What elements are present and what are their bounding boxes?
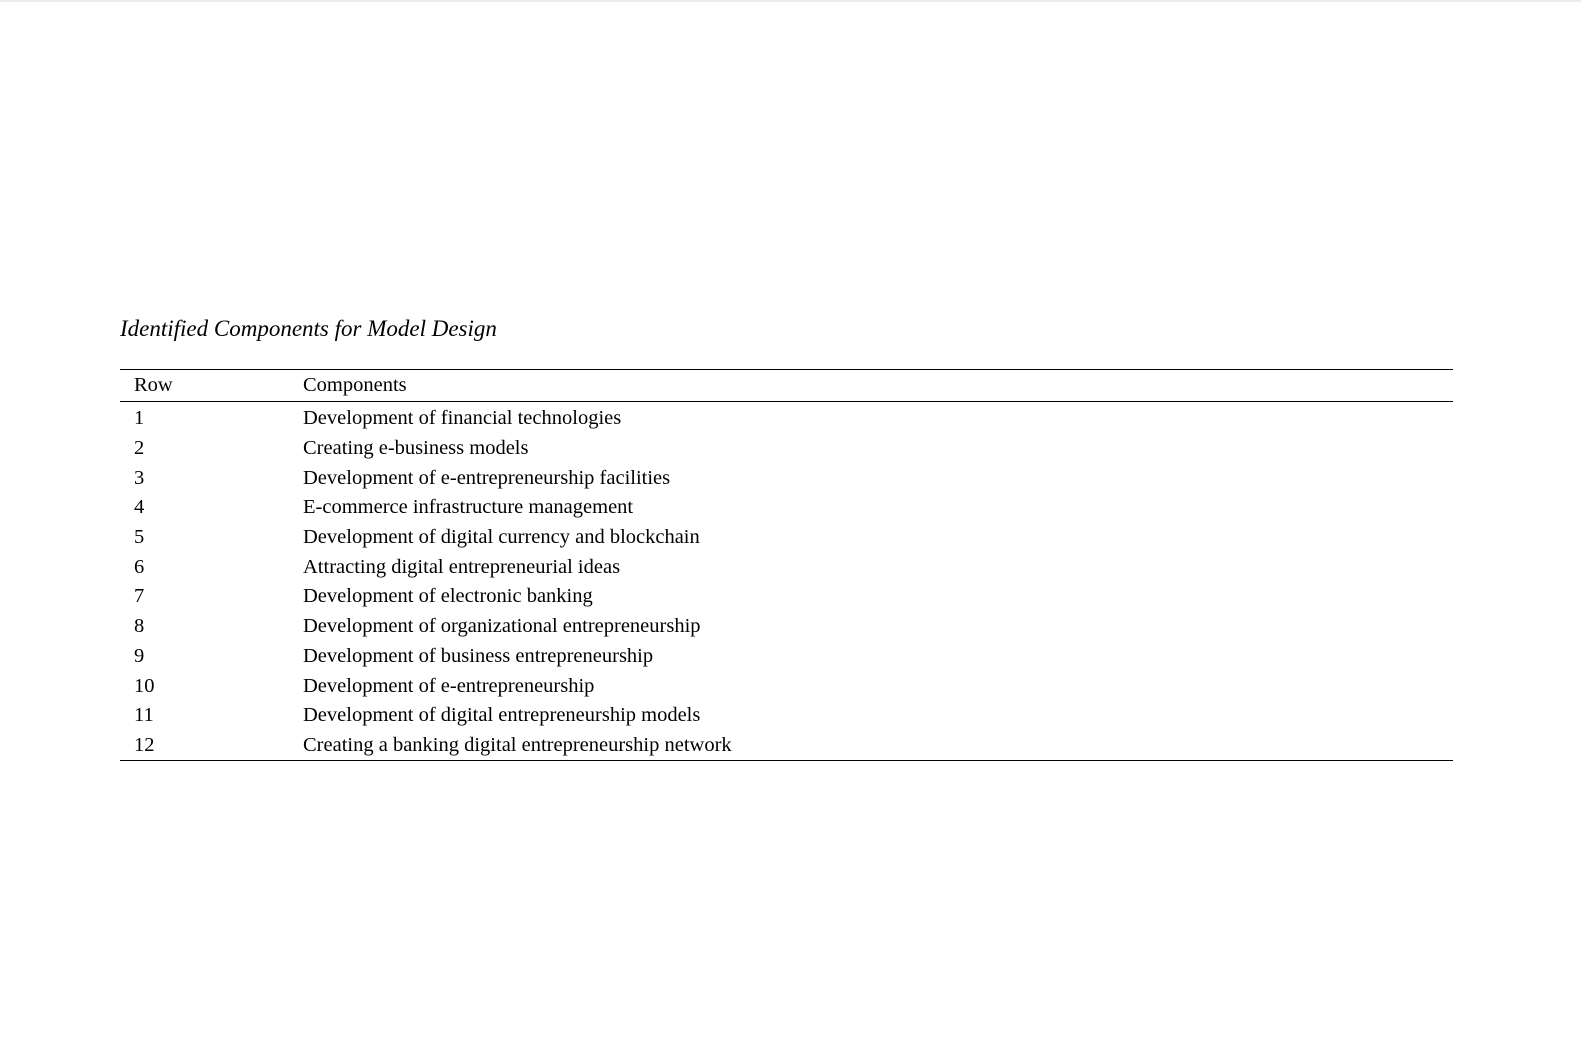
row-number: 10 xyxy=(134,674,155,697)
header-components-label: Components xyxy=(303,374,407,396)
components-table xyxy=(120,369,1453,761)
row-number: 11 xyxy=(134,704,154,727)
header-row-label: Row xyxy=(134,374,173,396)
component-name: Development of e-entrepreneurship xyxy=(303,674,595,697)
table-row xyxy=(120,582,1453,612)
table-row xyxy=(120,434,1453,464)
table-row xyxy=(120,493,1453,523)
table-row xyxy=(120,523,1453,553)
component-name: Creating a banking digital entrepreneurship network xyxy=(303,733,732,756)
component-name: E-commerce infrastructure management xyxy=(303,496,634,519)
row-number: 3 xyxy=(134,466,145,489)
row-number: 6 xyxy=(134,555,145,578)
component-name: Development of financial technologies xyxy=(303,407,622,430)
component-name: Development of business entrepreneurship xyxy=(303,644,654,667)
page-top-edge xyxy=(0,0,1581,2)
table-row xyxy=(120,463,1453,493)
table-row xyxy=(120,612,1453,642)
component-name: Development of digital entrepreneurship models xyxy=(303,704,701,727)
component-name: Development of organizational entrepreneurship xyxy=(303,615,701,638)
component-name: Development of electronic banking xyxy=(303,585,593,608)
table-caption: Identified Components for Model Design xyxy=(120,316,497,341)
table-row xyxy=(120,642,1453,672)
component-name: Development of e-entrepreneurship facilities xyxy=(303,466,671,489)
row-number: 12 xyxy=(134,733,155,756)
row-number: 4 xyxy=(134,496,145,519)
table-row xyxy=(120,404,1453,434)
component-name: Creating e-business models xyxy=(303,437,529,460)
component-name: Development of digital currency and blockchain xyxy=(303,526,700,549)
row-number: 2 xyxy=(134,437,145,460)
row-number: 9 xyxy=(134,644,145,667)
table-body xyxy=(120,404,1453,760)
row-number: 5 xyxy=(134,526,145,549)
row-number: 1 xyxy=(134,407,145,430)
row-number: 8 xyxy=(134,615,145,638)
table-row xyxy=(120,701,1453,731)
table-row xyxy=(120,671,1453,701)
row-number: 7 xyxy=(134,585,145,608)
table-row xyxy=(120,552,1453,582)
table-header-row xyxy=(120,370,1453,402)
table-row xyxy=(120,731,1453,761)
component-name: Attracting digital entrepreneurial ideas xyxy=(303,555,621,578)
